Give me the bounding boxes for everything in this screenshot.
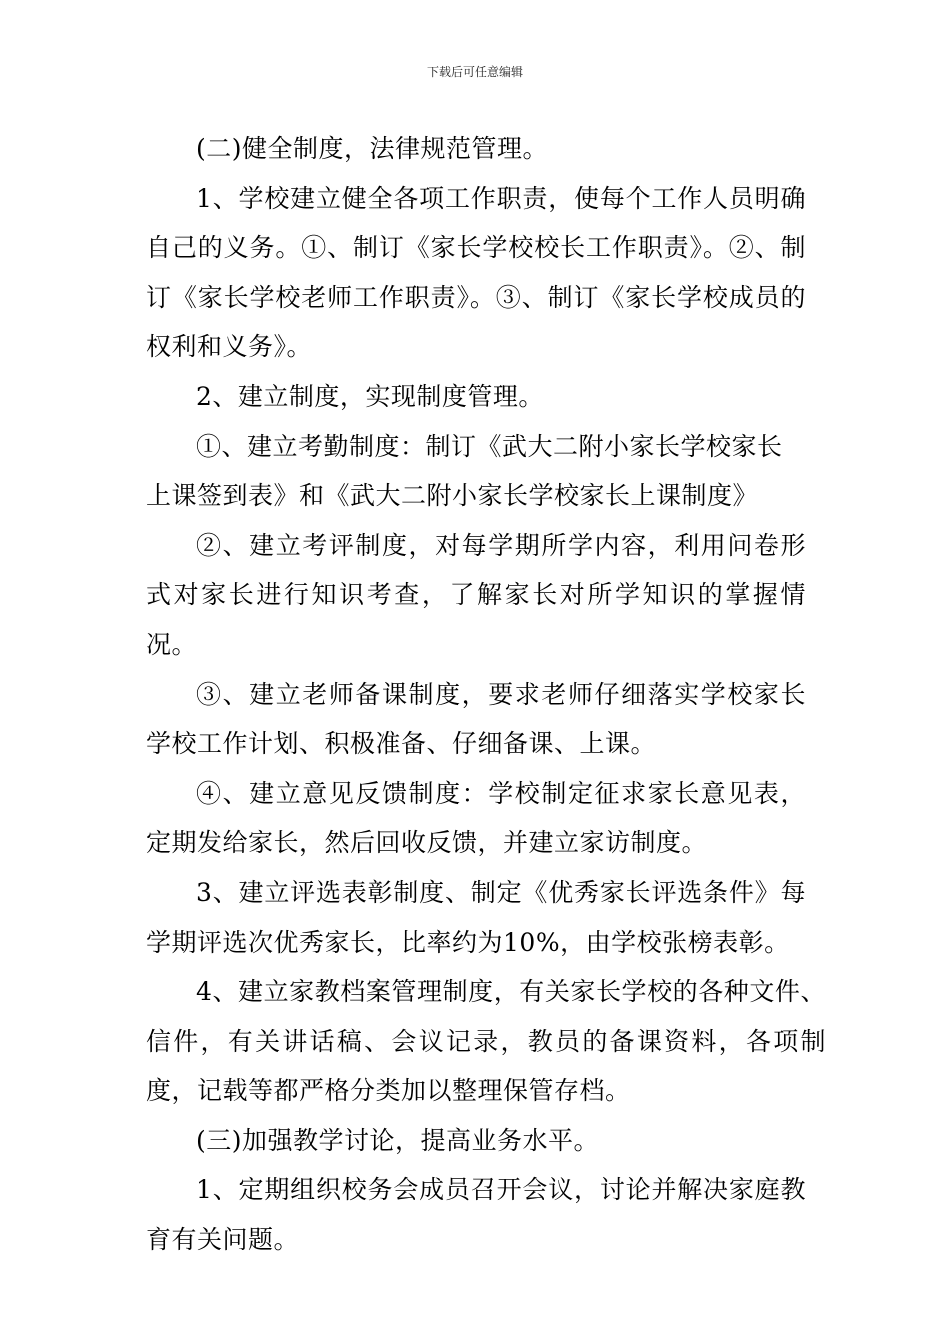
paragraph-archives: 4、建立家教档案管理制度，有关家长学校的各种文件、信件，有关讲话稿、会议记录，教员的备课资料，各项制度，记载等都严格分类加以整理保管存档。 — [146, 977, 826, 1106]
document-body — [146, 124, 826, 1265]
paragraph-meetings: 1、定期组织校务会成员召开会议，讨论并解决家庭教育有关问题。 — [146, 1175, 806, 1255]
paragraph-commendation: 3、建立评选表彰制度、制定《优秀家长评选条件》每学期评选次优秀家长，比率约为10%，由学校张榜表彰。 — [146, 877, 806, 957]
section-heading-3: (三)加强教学讨论，提高业务水平。 — [196, 1125, 600, 1155]
paragraph-lesson-prep: ③、建立老师备课制度，要求老师仔细落实学校家长学校工作计划、积极准备、仔细备课、上课。 — [146, 679, 806, 759]
page-header-note: 下载后可任意编辑 — [426, 65, 523, 79]
paragraph-feedback: ④、建立意见反馈制度：学校制定征求家长意见表，定期发给家长，然后回收反馈，并建立家访制度。 — [146, 778, 806, 858]
paragraph-attendance: ①、建立考勤制度：制订《武大二附小家长学校家长上课签到表》和《武大二附小家长学校家长上课制度》 — [146, 431, 783, 511]
paragraph-duties: 1、学校建立健全各项工作职责，使每个工作人员明确自己的义务。①、制订《家长学校校长工作职责》。②、制订《家长学校老师工作职责》。③、制订《家长学校成员的权利和义务》。 — [146, 183, 806, 362]
section-heading-2: (二)健全制度，法律规范管理。 — [196, 134, 549, 163]
paragraph-evaluation: ②、建立考评制度，对每学期所学内容，利用问卷形式对家长进行知识考查，了解家长对所学知识的掌握情况。 — [146, 530, 806, 659]
paragraph-system-management: 2、建立制度，实现制度管理。 — [196, 381, 544, 411]
